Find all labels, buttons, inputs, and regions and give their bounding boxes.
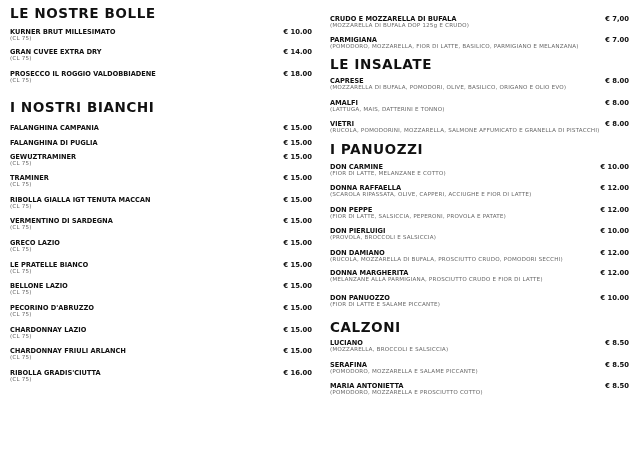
item-price: € 8.00 [605,77,629,85]
item-name: CAPRESE [330,77,364,85]
item-desc: (CL 75) [10,204,32,210]
item-desc: (CL 75) [10,225,32,231]
item-price: € 15.00 [283,347,312,355]
item-desc: (CL 75) [10,269,32,275]
item-name: RIBOLLA GIALLA IGT TENUTA MACCAN [10,196,151,204]
item-desc: (MOZZARELLA DI BUFALA DOP 125g E CRUDO) [330,23,470,29]
item-desc: (PROVOLA, BROCCOLI E SALSICCIA) [330,235,437,241]
item-name: VERMENTINO DI SARDEGNA [10,217,113,225]
menu-item [10,174,312,189]
item-price: € 15.00 [283,139,312,147]
item-desc: (MOZZARELLA DI BUFALA, POMODORI, OLIVE, BASILICO, ORIGANO E OLIO EVO) [330,85,567,91]
item-desc: (CL 75) [10,78,32,84]
item-price: € 8.00 [605,120,629,128]
menu-item [330,339,629,354]
menu-item [10,304,312,319]
item-name: FALANGHINA CAMPANIA [10,124,99,132]
item-desc: (CL 75) [10,312,32,318]
menu-item [10,217,312,232]
item-price: € 15.00 [283,326,312,334]
item-name: DONNA MARGHERITA [330,269,409,277]
item-desc: (RUCOLA, MOZZARELLA DI BUFALA, PROSCIUTTO CRUDO, POMODORI SECCHI) [330,257,563,263]
item-price: € 15.00 [283,239,312,247]
item-name: CHARDONNAY FRIULI ARLANCH [10,347,126,355]
item-name: AMALFI [330,99,358,107]
item-desc: (CL 75) [10,355,32,361]
item-price: € 15.00 [283,304,312,312]
menu-item [330,227,629,242]
item-price: € 15.00 [283,217,312,225]
item-price: € 15.00 [283,196,312,204]
menu-item [10,239,312,254]
item-price: € 15.00 [283,261,312,269]
menu-item [330,249,629,264]
menu-item [10,28,312,43]
item-name: LE PRATELLE BIANCO [10,261,89,269]
item-price: € 7,00 [605,15,629,23]
item-name: KURNER BRUT MILLESIMATO [10,28,116,36]
item-price: € 8.50 [605,339,629,347]
menu-item [10,326,312,341]
item-desc: (MOZZARELLA, BROCCOLI E SALSICCIA) [330,347,449,353]
menu-item [330,77,629,92]
item-name: MARIA ANTONIETTA [330,382,404,390]
menu-item [10,196,312,211]
item-price: € 12.00 [600,269,629,277]
item-price: € 16.00 [283,369,312,377]
item-price: € 14.00 [283,48,312,56]
item-price: € 15.00 [283,282,312,290]
item-desc: (FIOR DI LATTE, SALSICCIA, PEPERONI, PROVOLA E PATATE) [330,214,507,220]
item-price: € 15.00 [283,153,312,161]
item-name: DON CARMINE [330,163,383,171]
item-desc: (CL 75) [10,377,32,383]
item-desc: (FIOR DI LATTE, MELANZANE E COTTO) [330,171,446,177]
item-desc: (MELANZANE ALLA PARMIGIANA, PROSCIUTTO CRUDO E FIOR DI LATTE) [330,277,543,283]
menu-item [10,48,312,63]
item-name: TRAMINER [10,174,49,182]
menu-item [10,261,312,276]
menu-item [10,70,312,85]
item-price: € 15.00 [283,174,312,182]
item-price: € 10.00 [600,227,629,235]
item-name: GRECO LAZIO [10,239,60,247]
item-desc: (CL 75) [10,247,32,253]
menu-item [330,15,629,30]
item-price: € 10.00 [283,28,312,36]
item-price: € 8.50 [605,361,629,369]
item-desc: (RUCOLA, POMODORINI, MOZZARELLA, SALMONE AFFUMICATO E GRANELLA DI PISTACCHI) [330,128,600,134]
item-name: CHARDONNAY LAZIO [10,326,87,334]
item-name: GRAN CUVEE EXTRA DRY [10,48,102,56]
menu-item [330,294,629,309]
menu-item [330,163,629,178]
menu-item [10,347,312,362]
menu-item [10,153,312,168]
item-desc: (POMODORO, MOZZARELLA E PROSCIUTTO COTTO) [330,390,483,396]
item-name: GEWUZTRAMINER [10,153,77,161]
menu-item [330,382,629,397]
item-price: € 10.00 [600,294,629,302]
menu-item [330,36,629,51]
section-title-calzoni: CALZONI [330,320,401,336]
item-price: € 8.50 [605,382,629,390]
menu-item [330,206,629,221]
item-price: € 12.00 [600,249,629,257]
item-desc: (SCAROLA RIPASSATA, OLIVE, CAPPERI, ACCIUGHE E FIOR DI LATTE) [330,192,532,198]
item-desc: (POMODORO, MOZZARELLA E SALAME PICCANTE) [330,369,478,375]
item-name: PECORINO D'ABRUZZO [10,304,94,312]
item-name: VIETRI [330,120,355,128]
menu-item [330,361,629,376]
item-name: CRUDO E MOZZARELLA DI BUFALA [330,15,457,23]
item-price: € 12.00 [600,206,629,214]
item-desc: (FIOR DI LATTE E SALAME PICCANTE) [330,302,441,308]
menu-item [330,120,629,135]
menu-item [10,139,312,147]
item-price: € 12.00 [600,184,629,192]
section-title-panuozzi: I PANUOZZI [330,142,424,158]
item-name: DON PIERLUIGI [330,227,386,235]
item-desc: (CL 75) [10,36,32,42]
item-desc: (POMODORO, MOZZARELLA, FIOR DI LATTE, BASILICO, PARMIGIANO E MELANZANA) [330,44,579,50]
item-name: PARMIGIANA [330,36,378,44]
item-name: LUCIANO [330,339,363,347]
item-name: SERAFINA [330,361,368,369]
item-price: € 15.00 [283,124,312,132]
menu-item [330,99,629,114]
section-title-insalate: LE INSALATE [330,57,433,73]
item-desc: (LATTUGA, MAIS, DATTERINI E TONNO) [330,107,445,113]
item-desc: (CL 75) [10,161,32,167]
item-name: BELLONE LAZIO [10,282,68,290]
menu-item [330,184,629,199]
item-name: RIBOLLA GRADIS'CIUTTA [10,369,101,377]
menu-item [330,269,629,284]
item-price: € 7.00 [605,36,629,44]
section-title-bianchi: I NOSTRI BIANCHI [10,100,155,116]
menu-item [10,282,312,297]
item-name: DONNA RAFFAELLA [330,184,402,192]
item-name: DON DAMIANO [330,249,385,257]
item-name: DON PEPPE [330,206,373,214]
item-name: PROSECCO IL ROGGIO VALDOBBIADENE [10,70,156,78]
item-price: € 8.00 [605,99,629,107]
item-desc: (CL 75) [10,290,32,296]
item-price: € 18.00 [283,70,312,78]
section-title-bolle: LE NOSTRE BOLLE [10,6,156,22]
item-desc: (CL 75) [10,334,32,340]
item-name: DON PANUOZZO [330,294,390,302]
menu-item [10,124,312,132]
item-price: € 10.00 [600,163,629,171]
item-desc: (CL 75) [10,56,32,62]
item-desc: (CL 75) [10,182,32,188]
menu-item [10,369,312,384]
item-name: FALANGHINA DI PUGLIA [10,139,98,147]
